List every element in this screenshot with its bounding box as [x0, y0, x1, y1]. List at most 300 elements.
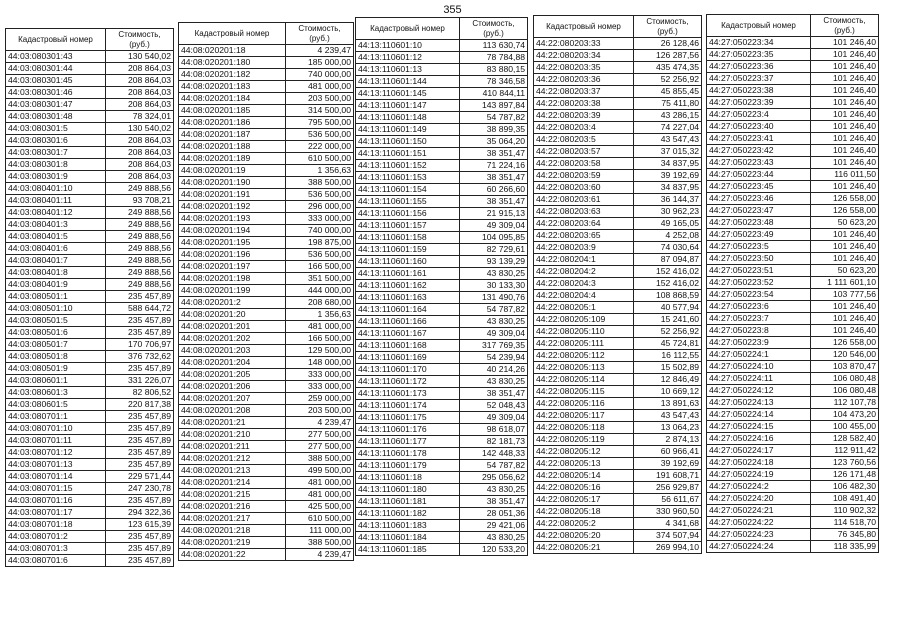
cost-value-cell: 220 817,38	[106, 399, 174, 411]
cost-value-cell: 4 341,68	[634, 518, 702, 530]
cost-value-cell: 108 868,59	[634, 290, 702, 302]
table-row	[356, 532, 528, 544]
cost-value-cell: 4 239,47	[286, 45, 354, 57]
cost-value-cell: 93 708,21	[106, 195, 174, 207]
cadastral-number-cell: 44:03:080401:11	[6, 195, 106, 207]
cost-value-cell: 113 630,74	[460, 40, 528, 52]
cadastral-number-cell: 44:13:110601:172	[356, 376, 460, 388]
cadastral-number-cell: 44:08:020201:210	[179, 429, 286, 441]
cost-value-cell: 106 080,48	[811, 385, 879, 397]
table-row	[6, 387, 174, 399]
cost-value-cell: 198 875,00	[286, 237, 354, 249]
cadastre-table-1	[5, 28, 174, 567]
cadastral-number-cell: 44:13:110601:144	[356, 76, 460, 88]
cadastral-number-cell: 44:03:080701:6	[6, 555, 106, 567]
table-row	[179, 549, 354, 561]
table-row	[356, 64, 528, 76]
table-row	[179, 489, 354, 501]
cadastral-number-cell: 44:08:020201:182	[179, 69, 286, 81]
cadastral-number-cell: 44:22:080205:118	[534, 422, 634, 434]
cost-value-cell: 249 888,56	[106, 207, 174, 219]
table-row	[707, 169, 879, 181]
table-row	[6, 423, 174, 435]
cost-value-cell: 388 500,00	[286, 453, 354, 465]
table-row	[179, 381, 354, 393]
table-row	[6, 471, 174, 483]
cost-value-cell: 43 830,25	[460, 376, 528, 388]
cost-value-cell: 82 806,52	[106, 387, 174, 399]
cost-value-cell: 82 181,73	[460, 436, 528, 448]
cadastral-number-cell: 44:08:020201:204	[179, 357, 286, 369]
table-row	[6, 543, 174, 555]
cadastral-number-cell: 44:22:080204:4	[534, 290, 634, 302]
cadastral-number-cell: 44:08:020201:184	[179, 93, 286, 105]
cost-value-cell: 374 507,94	[634, 530, 702, 542]
cadastral-number-cell: 44:13:110601:151	[356, 148, 460, 160]
table-row	[6, 267, 174, 279]
cadastral-number-cell: 44:08:020201:197	[179, 261, 286, 273]
cadastral-number-cell: 44:03:080301:48	[6, 111, 106, 123]
cadastral-number-cell: 44:03:080401:5	[6, 231, 106, 243]
table-row	[179, 165, 354, 177]
cadastral-number-cell: 44:03:080301:46	[6, 87, 106, 99]
table-row	[356, 436, 528, 448]
table-row	[6, 171, 174, 183]
cost-value-cell: 114 518,70	[811, 517, 879, 529]
table-row	[707, 301, 879, 313]
cadastral-number-cell: 44:08:020201:188	[179, 141, 286, 153]
cost-value-cell: 38 351,47	[460, 148, 528, 160]
cost-value-cell: 49 309,04	[460, 328, 528, 340]
cadastral-number-cell: 44:08:020201:202	[179, 333, 286, 345]
table-row	[356, 544, 528, 556]
cost-value-cell: 235 457,89	[106, 315, 174, 327]
cadastral-number-cell: 44:22:080204:3	[534, 278, 634, 290]
cadastral-number-cell: 44:22:080203:60	[534, 182, 634, 194]
cost-value-cell: 54 787,82	[460, 304, 528, 316]
table-row	[534, 518, 702, 530]
cost-value-cell: 40 214,26	[460, 364, 528, 376]
cost-value-cell: 425 500,00	[286, 501, 354, 513]
cadastral-number-cell: 44:22:080203:65	[534, 230, 634, 242]
cadastral-number-cell: 44:22:080203:64	[534, 218, 634, 230]
column-header-number: Кадастровый номер	[707, 15, 811, 37]
cost-value-cell: 330 960,50	[634, 506, 702, 518]
cadastral-number-cell: 44:27:050223:51	[707, 265, 811, 277]
cadastral-number-cell: 44:22:080205:21	[534, 542, 634, 554]
table-row	[534, 242, 702, 254]
cost-value-cell: 130 540,02	[106, 123, 174, 135]
table-row	[534, 386, 702, 398]
table-row	[6, 495, 174, 507]
cost-value-cell: 129 500,00	[286, 345, 354, 357]
table-row	[534, 326, 702, 338]
cadastral-number-cell: 44:27:050223:5	[707, 241, 811, 253]
cadastral-number-cell: 44:27:050223:44	[707, 169, 811, 181]
cost-value-cell: 235 457,89	[106, 327, 174, 339]
cost-value-cell: 208 864,03	[106, 171, 174, 183]
cadastral-number-cell: 44:27:050223:8	[707, 325, 811, 337]
cadastre-table-4	[533, 15, 702, 554]
cadastral-number-cell: 44:13:110601:158	[356, 232, 460, 244]
cost-value-cell: 256 929,87	[634, 482, 702, 494]
cadastral-number-cell: 44:03:080501:10	[6, 303, 106, 315]
cost-value-cell: 45 855,45	[634, 86, 702, 98]
cadastral-number-cell: 44:03:080401:10	[6, 183, 106, 195]
cost-value-cell: 49 309,04	[460, 412, 528, 424]
cadastral-number-cell: 44:27:050224:24	[707, 541, 811, 553]
cadastral-number-cell: 44:27:050224:11	[707, 373, 811, 385]
cost-value-cell: 249 888,56	[106, 279, 174, 291]
cost-value-cell: 112 107,78	[811, 397, 879, 409]
table-row	[6, 447, 174, 459]
table-row	[707, 493, 879, 505]
cost-value-cell: 101 246,40	[811, 157, 879, 169]
cadastral-number-cell: 44:08:020201:185	[179, 105, 286, 117]
cadastral-number-cell: 44:27:050223:46	[707, 193, 811, 205]
cost-value-cell: 229 571,44	[106, 471, 174, 483]
cost-value-cell: 75 411,80	[634, 98, 702, 110]
table-row	[179, 45, 354, 57]
table-row	[534, 110, 702, 122]
table-row	[707, 289, 879, 301]
cadastral-number-cell: 44:27:050223:48	[707, 217, 811, 229]
table-row	[179, 417, 354, 429]
table-row	[6, 351, 174, 363]
cost-value-cell: 481 000,00	[286, 477, 354, 489]
cost-value-cell: 249 888,56	[106, 255, 174, 267]
table-row	[707, 385, 879, 397]
cost-value-cell: 126 171,48	[811, 469, 879, 481]
cadastral-number-cell: 44:27:050223:50	[707, 253, 811, 265]
cadastral-number-cell: 44:13:110601:150	[356, 136, 460, 148]
cost-value-cell: 249 888,56	[106, 243, 174, 255]
cost-value-cell: 376 732,62	[106, 351, 174, 363]
cadastral-number-cell: 44:03:080701:15	[6, 483, 106, 495]
page-number: 355	[443, 4, 462, 16]
cost-value-cell: 118 335,99	[811, 541, 879, 553]
cost-value-cell: 103 870,47	[811, 361, 879, 373]
table-row	[6, 531, 174, 543]
table-row	[534, 218, 702, 230]
table-row	[179, 81, 354, 93]
cadastral-number-cell: 44:13:110601:156	[356, 208, 460, 220]
cadastre-table-3	[355, 17, 528, 556]
cadastral-number-cell: 44:03:080401:12	[6, 207, 106, 219]
cadastral-number-cell: 44:08:020201:216	[179, 501, 286, 513]
cadastral-number-cell: 44:27:050223:9	[707, 337, 811, 349]
table-row	[179, 141, 354, 153]
cost-value-cell: 536 500,00	[286, 129, 354, 141]
table-row	[534, 338, 702, 350]
table-row	[179, 321, 354, 333]
table-row	[534, 86, 702, 98]
cadastral-number-cell: 44:08:020201:195	[179, 237, 286, 249]
table-row	[356, 484, 528, 496]
table-row	[6, 303, 174, 315]
cost-value-cell: 481 000,00	[286, 81, 354, 93]
cadastral-number-cell: 44:22:080203:5	[534, 134, 634, 146]
table-row	[179, 501, 354, 513]
cadastre-table-5	[706, 14, 879, 553]
cost-value-cell: 101 246,40	[811, 37, 879, 49]
table-row	[356, 208, 528, 220]
cadastral-number-cell: 44:08:020201:180	[179, 57, 286, 69]
table-row	[179, 309, 354, 321]
cadastral-number-cell: 44:22:080205:16	[534, 482, 634, 494]
cost-value-cell: 235 457,89	[106, 435, 174, 447]
cost-value-cell: 131 490,76	[460, 292, 528, 304]
table-row	[6, 51, 174, 63]
cadastral-number-cell: 44:13:110601:183	[356, 520, 460, 532]
cadastral-number-cell: 44:27:050224:20	[707, 493, 811, 505]
column-header-number: Кадастровый номер	[179, 23, 286, 45]
table-row	[6, 315, 174, 327]
table-row	[6, 483, 174, 495]
cadastral-number-cell: 44:22:080203:35	[534, 62, 634, 74]
table-row	[707, 73, 879, 85]
cost-value-cell: 208 864,03	[106, 159, 174, 171]
cost-value-cell: 610 500,00	[286, 513, 354, 525]
table-row	[6, 111, 174, 123]
cadastral-number-cell: 44:22:080205:18	[534, 506, 634, 518]
cadastral-number-cell: 44:13:110601:164	[356, 304, 460, 316]
cost-value-cell: 351 500,00	[286, 273, 354, 285]
table-row	[356, 76, 528, 88]
table-row	[6, 411, 174, 423]
table-row	[6, 339, 174, 351]
cost-value-cell: 444 000,00	[286, 285, 354, 297]
cadastral-number-cell: 44:03:080701:13	[6, 459, 106, 471]
cadastral-number-cell: 44:22:080203:57	[534, 146, 634, 158]
cost-value-cell: 43 830,25	[460, 268, 528, 280]
cadastral-number-cell: 44:27:050223:42	[707, 145, 811, 157]
table-row	[179, 153, 354, 165]
cost-value-cell: 388 500,00	[286, 177, 354, 189]
cost-value-cell: 101 246,40	[811, 229, 879, 241]
table-row	[179, 249, 354, 261]
cadastral-number-cell: 44:03:080301:7	[6, 147, 106, 159]
cadastral-number-cell: 44:22:080203:33	[534, 38, 634, 50]
cost-value-cell: 101 246,40	[811, 49, 879, 61]
cost-value-cell: 76 345,80	[811, 529, 879, 541]
cost-value-cell: 43 830,25	[460, 316, 528, 328]
cost-value-cell: 10 669,12	[634, 386, 702, 398]
cost-value-cell: 481 000,00	[286, 321, 354, 333]
table-row	[6, 87, 174, 99]
cadastral-number-cell: 44:08:020201:212	[179, 453, 286, 465]
table-row	[356, 292, 528, 304]
cost-value-cell: 15 241,60	[634, 314, 702, 326]
table-row	[179, 261, 354, 273]
cadastral-number-cell: 44:13:110601:184	[356, 532, 460, 544]
table-row	[707, 181, 879, 193]
cost-value-cell: 1 356,63	[286, 309, 354, 321]
cadastral-number-cell: 44:08:020201:208	[179, 405, 286, 417]
cost-value-cell: 29 421,06	[460, 520, 528, 532]
table-row	[707, 361, 879, 373]
cost-value-cell: 45 724,81	[634, 338, 702, 350]
table-row	[534, 62, 702, 74]
cost-value-cell: 106 482,30	[811, 481, 879, 493]
cost-value-cell: 4 239,47	[286, 417, 354, 429]
cost-value-cell: 83 880,15	[460, 64, 528, 76]
cadastral-number-cell: 44:13:110601:166	[356, 316, 460, 328]
cost-value-cell: 101 246,40	[811, 61, 879, 73]
cadastral-number-cell: 44:27:050224:18	[707, 457, 811, 469]
cost-value-cell: 111 000,00	[286, 525, 354, 537]
cost-value-cell: 2 874,13	[634, 434, 702, 446]
cadastral-number-cell: 44:13:110601:162	[356, 280, 460, 292]
cost-value-cell: 435 474,35	[634, 62, 702, 74]
table-row	[707, 265, 879, 277]
table-row	[179, 297, 354, 309]
cadastral-number-cell: 44:03:080501:7	[6, 339, 106, 351]
table-row	[707, 121, 879, 133]
table-row	[534, 158, 702, 170]
table-row	[534, 170, 702, 182]
table-row	[179, 441, 354, 453]
cost-value-cell: 112 911,42	[811, 445, 879, 457]
table-row	[356, 316, 528, 328]
table-row	[707, 469, 879, 481]
cadastral-number-cell: 44:13:110601:175	[356, 412, 460, 424]
cost-value-cell: 74 030,64	[634, 242, 702, 254]
table-row	[707, 37, 879, 49]
cost-value-cell: 104 095,85	[460, 232, 528, 244]
cost-value-cell: 28 051,36	[460, 508, 528, 520]
cost-value-cell: 222 000,00	[286, 141, 354, 153]
table-row	[707, 145, 879, 157]
table-row	[534, 74, 702, 86]
table-row	[6, 435, 174, 447]
cost-value-cell: 1 356,63	[286, 165, 354, 177]
cost-value-cell: 13 891,63	[634, 398, 702, 410]
cost-value-cell: 101 246,40	[811, 313, 879, 325]
cadastral-number-cell: 44:08:020201:187	[179, 129, 286, 141]
cadastral-number-cell: 44:22:080205:17	[534, 494, 634, 506]
cadastral-number-cell: 44:22:080203:36	[534, 74, 634, 86]
cost-value-cell: 101 246,40	[811, 301, 879, 313]
cadastral-number-cell: 44:13:110601:169	[356, 352, 460, 364]
cost-value-cell: 43 830,25	[460, 532, 528, 544]
cadastral-number-cell: 44:08:020201:219	[179, 537, 286, 549]
cost-value-cell: 16 112,55	[634, 350, 702, 362]
table-row	[707, 205, 879, 217]
cost-value-cell: 26 128,46	[634, 38, 702, 50]
cadastral-number-cell: 44:03:080701:16	[6, 495, 106, 507]
table-row	[534, 506, 702, 518]
cadastral-number-cell: 44:27:050224:10	[707, 361, 811, 373]
cadastral-number-cell: 44:27:050224:19	[707, 469, 811, 481]
cadastral-number-cell: 44:22:080205:2	[534, 518, 634, 530]
table-row	[356, 472, 528, 484]
cost-value-cell: 101 246,40	[811, 145, 879, 157]
cadastral-number-cell: 44:03:080501:8	[6, 351, 106, 363]
cadastral-number-cell: 44:13:110601:18	[356, 472, 460, 484]
cost-value-cell: 247 230,78	[106, 483, 174, 495]
cost-value-cell: 208 864,03	[106, 75, 174, 87]
cadastral-number-cell: 44:08:020201:206	[179, 381, 286, 393]
cadastral-number-cell: 44:08:020201:199	[179, 285, 286, 297]
cadastral-number-cell: 44:13:110601:182	[356, 508, 460, 520]
cost-value-cell: 108 491,40	[811, 493, 879, 505]
cost-value-cell: 71 224,16	[460, 160, 528, 172]
cost-value-cell: 54 787,82	[460, 460, 528, 472]
table-row	[707, 409, 879, 421]
cost-value-cell: 235 457,89	[106, 363, 174, 375]
cost-value-cell: 296 000,00	[286, 201, 354, 213]
cost-value-cell: 143 897,84	[460, 100, 528, 112]
cadastral-number-cell: 44:08:020201:194	[179, 225, 286, 237]
cadastral-number-cell: 44:27:050223:7	[707, 313, 811, 325]
cost-value-cell: 30 133,30	[460, 280, 528, 292]
cost-value-cell: 152 416,02	[634, 278, 702, 290]
cost-value-cell: 166 500,00	[286, 261, 354, 273]
table-row	[179, 129, 354, 141]
cadastral-number-cell: 44:22:080205:1	[534, 302, 634, 314]
cadastral-number-cell: 44:22:080203:63	[534, 206, 634, 218]
table-row	[534, 266, 702, 278]
cadastral-number-cell: 44:13:110601:163	[356, 292, 460, 304]
table-row	[356, 232, 528, 244]
cadastral-number-cell: 44:03:080301:9	[6, 171, 106, 183]
cost-value-cell: 4 252,08	[634, 230, 702, 242]
cost-value-cell: 481 000,00	[286, 489, 354, 501]
table-row	[6, 75, 174, 87]
cost-value-cell: 126 287,56	[634, 50, 702, 62]
cost-value-cell: 208 864,03	[106, 147, 174, 159]
table-row	[179, 453, 354, 465]
cost-value-cell: 1 111 601,10	[811, 277, 879, 289]
cost-value-cell: 235 457,89	[106, 291, 174, 303]
table-row	[179, 513, 354, 525]
table-row	[179, 465, 354, 477]
cadastral-number-cell: 44:03:080501:9	[6, 363, 106, 375]
cadastral-number-cell: 44:22:080205:12	[534, 446, 634, 458]
cost-value-cell: 93 139,29	[460, 256, 528, 268]
cost-value-cell: 43 286,15	[634, 110, 702, 122]
cadastral-number-cell: 44:22:080205:13	[534, 458, 634, 470]
cost-value-cell: 39 192,69	[634, 458, 702, 470]
cadastral-number-cell: 44:03:080501:6	[6, 327, 106, 339]
cadastral-number-cell: 44:13:110601:147	[356, 100, 460, 112]
table-row	[6, 459, 174, 471]
column-header-value: Стоимость, (руб.)	[460, 18, 528, 40]
table-row	[707, 109, 879, 121]
table-row	[707, 445, 879, 457]
cost-value-cell: 39 192,69	[634, 170, 702, 182]
cadastral-number-cell: 44:08:020201:189	[179, 153, 286, 165]
cost-value-cell: 101 246,40	[811, 241, 879, 253]
table-row	[356, 352, 528, 364]
cadastral-number-cell: 44:22:080205:14	[534, 470, 634, 482]
table-row	[707, 373, 879, 385]
cost-value-cell: 50 623,20	[811, 265, 879, 277]
cost-value-cell: 170 706,97	[106, 339, 174, 351]
cost-value-cell: 148 000,00	[286, 357, 354, 369]
cost-value-cell: 536 500,00	[286, 189, 354, 201]
cost-value-cell: 740 000,00	[286, 69, 354, 81]
cadastral-number-cell: 44:22:080203:9	[534, 242, 634, 254]
cost-value-cell: 128 582,40	[811, 433, 879, 445]
cost-value-cell: 208 680,00	[286, 297, 354, 309]
cadastral-number-cell: 44:22:080205:119	[534, 434, 634, 446]
table-row	[356, 424, 528, 436]
cadastral-number-cell: 44:13:110601:153	[356, 172, 460, 184]
cadastral-number-cell: 44:13:110601:178	[356, 448, 460, 460]
cadastral-number-cell: 44:03:080701:10	[6, 423, 106, 435]
